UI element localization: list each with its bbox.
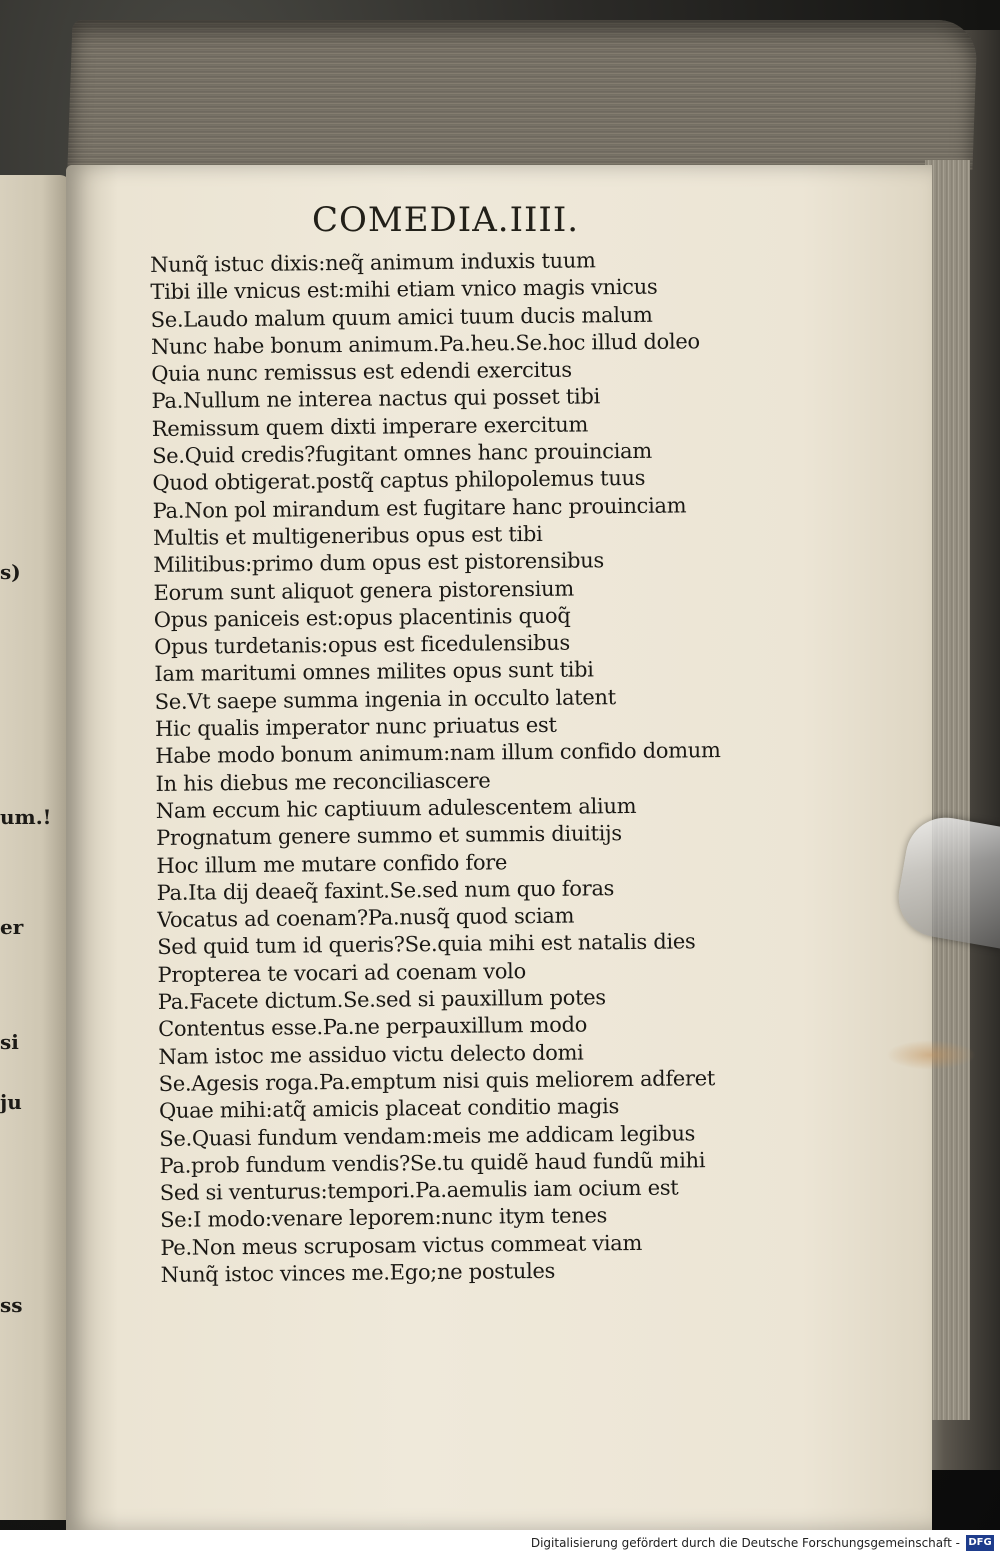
verse-line: Habe modo bonum animum:nam illum confido domum <box>155 738 721 769</box>
verse-line: Se.Agesis roga.Pa.emptum nisi quis meliorem adferet <box>158 1066 716 1096</box>
verse-line: Quae mihi:atq̃ amicis placeat conditio magis <box>158 1094 620 1124</box>
page-stain <box>886 1040 976 1070</box>
verse-line: Sed si venturus:tempori.Pa.aemulis iam ocium est <box>159 1175 679 1206</box>
text-block-top-edge <box>67 20 977 170</box>
verse-line: Pe.Non meus scruposam victus commeat viam <box>160 1230 643 1260</box>
verse-line: Quod obtigerat.postq̃ captus philopolemus tuus <box>152 466 646 496</box>
verse-line: Se.Laudo malum quum amici tuum ducis malum <box>150 302 653 332</box>
verso-fragment: ss <box>0 1293 23 1317</box>
verse-line: Hoc illum me mutare confido fore <box>156 849 508 878</box>
verse-line: Se.Quasi fundum vendam:meis me addicam legibus <box>159 1120 696 1151</box>
verso-fragment: er <box>0 915 24 939</box>
verse-line: Sed quid tum id queris?Se.quia mihi est natalis dies <box>157 929 696 960</box>
verse-line: Quia nunc remissus est edendi exercitus <box>151 357 572 387</box>
verse-line: Militibus:primo dum opus est pistorensibus <box>153 548 605 578</box>
verse-line: Nunq̃ istuc dixis:neq̃ animum induxis tuum <box>150 248 596 277</box>
verse-line: Multis et multigeneribus opus est tibi <box>152 521 543 550</box>
verse-text-block <box>150 246 771 1290</box>
verse-line: Iam maritumi omnes milites opus sunt tibi <box>154 657 594 687</box>
page-running-header: COMEDIA.IIII. <box>312 200 580 240</box>
verse-line: Se.Quid credis?fugitant omnes hanc prouinciam <box>152 438 653 469</box>
verse-line: Pa.Facete dictum.Se.sed si pauxillum potes <box>157 985 606 1014</box>
dfg-logo: DFG <box>966 1535 994 1551</box>
verse-line: Prognatum genere summo et summis diuitijs <box>156 821 622 851</box>
footer-bar <box>0 1530 1000 1557</box>
verso-fragment: s) <box>0 560 21 584</box>
verse-line: Remissum quem dixti imperare exercitum <box>151 412 589 441</box>
verse-line: Nunq̃ istoc vinces me.Ego;ne postules <box>160 1258 556 1287</box>
verse-line: Nam eccum hic captiuum adulescentem alium <box>155 793 637 823</box>
funding-credit: Digitalisierung gefördert durch die Deutsche Forschungsgemeinschaft - <box>530 1536 960 1550</box>
verse-line: Nunc habe bonum animum.Pa.heu.Se.hoc illud doleo <box>150 329 700 359</box>
verse-line: Pa.Nullum ne interea nactus qui posset tibi <box>151 384 601 414</box>
verse-line: Nam istoc me assiduo victu delecto domi <box>158 1040 584 1069</box>
verse-line: Opus paniceis est:opus placentinis quoq̃ <box>153 603 571 632</box>
verso-fragment: ju <box>0 1090 22 1114</box>
verse-line: Se.Vt saepe summa ingenia in occulto latent <box>154 684 616 714</box>
verso-fragment: si <box>0 1030 19 1054</box>
verse-line: Eorum sunt aliquot genera pistorensium <box>153 576 575 605</box>
verse-line: Pa.Ita dij deaeq̃ faxint.Se.sed num quo foras <box>156 876 615 905</box>
verse-line: Tibi ille vnicus est:mihi etiam vnico magis vnicus <box>150 274 658 305</box>
verso-fragment: um.! <box>0 805 52 829</box>
verse-line: In his diebus me reconciliascere <box>155 768 491 796</box>
verse-line: Vocatus ad coenam?Pa.nusq̃ quod sciam <box>156 903 575 933</box>
verse-line: Hic qualis imperator nunc priuatus est <box>154 712 557 742</box>
verse-line: Contentus esse.Pa.ne perpauxillum modo <box>158 1012 588 1042</box>
verse-line: Opus turdetanis:opus est ficedulensibus <box>154 630 571 660</box>
verse-line: Pa.prob fundum vendis?Se.tu quidẽ haud fundũ mihi <box>159 1148 706 1178</box>
verse-line: Pa.Non pol mirandum est fugitare hanc prouinciam <box>152 493 687 523</box>
verse-line: Propterea te vocari ad coenam volo <box>157 958 527 987</box>
verse-line: Se:I modo:venare leporem:nunc itym tenes <box>160 1203 608 1233</box>
verso-page-sliver <box>0 175 70 1520</box>
